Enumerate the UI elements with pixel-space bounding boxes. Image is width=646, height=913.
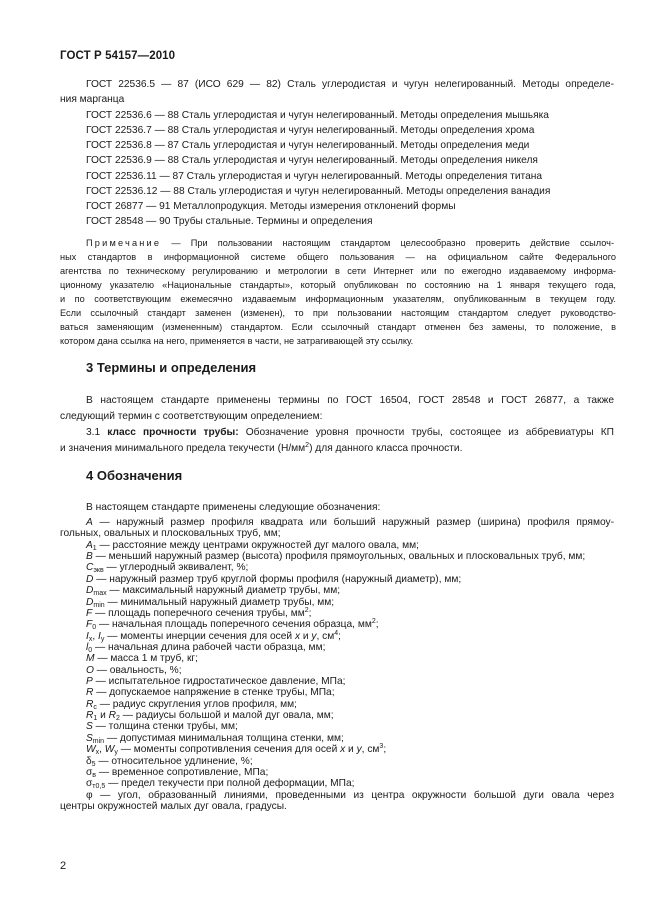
note-label: Примечание xyxy=(86,238,162,248)
paragraph-line: В настоящем стандарте применены следующие обозначения: xyxy=(86,502,381,513)
note-line: Если ссылочный стандарт заменен (изменен), то при пользовании настоящим стандартом следует руководство- xyxy=(60,308,616,318)
symbol-entry: $A_1$ — расстояние между центрами окружностей дуг малого овала, мм; xyxy=(86,540,419,552)
ref-line: ГОСТ 26877 — 91 Металлопродукция. Методы измерения отклонений формы xyxy=(86,201,456,212)
symbol-entry: $D_{max}$ — максимальный наружный диаметр трубы, мм; xyxy=(86,585,341,597)
symbol-entry: гольных, овальных и плосковальных труб, мм; xyxy=(60,528,281,539)
symbol-entry: B — меньший наружный размер (высота) профиля прямоугольных, овальных и плосковальных труб, мм; xyxy=(86,551,586,562)
symbol-entry: φ — угол, образованный линиями, проведенными из центра окружности большой дуги овала через xyxy=(86,790,614,801)
note-line: котором дана ссылка на него, применяется в части, не затрагивающей эту ссылку. xyxy=(60,336,414,346)
ref-line: ГОСТ 28548 — 90 Трубы стальные. Термины и определения xyxy=(86,216,373,227)
ref-line: ГОСТ 22536.6 — 88 Сталь углеродистая и чугун нелегированный. Методы определения мышьяка xyxy=(86,110,549,121)
symbol-entry: $S_{min}$ — допустимая минимальная толщина стенки, мм; xyxy=(86,733,344,745)
term-definition: и значения минимального предела текучести $(Н/мм^2)$ для данного класса прочности. xyxy=(60,442,463,454)
symbol-entry: D — наружный размер труб круглой формы профиля (наружный диаметр), мм; xyxy=(86,574,462,585)
symbol-entry: $F_0$ — начальная площадь поперечного сечения образца, $мм^2$; xyxy=(86,618,379,631)
note-line: ционному указателю «Национальные стандарты», который опубликован по состоянию на 1 января текущего года, xyxy=(60,280,616,290)
term-name: класс прочности трубы: xyxy=(107,427,239,438)
ref-line: ГОСТ 22536.8 — 87 Сталь углеродистая и чугун нелегированный. Методы определения меди xyxy=(86,140,530,151)
symbol-entry: P — испытательное гидростатическое давление, МПа; xyxy=(86,676,346,687)
section-3-title: 3 Термины и определения xyxy=(86,360,257,375)
symbol-entry: F — площадь поперечного сечения трубы, $мм^2$; xyxy=(86,607,312,619)
symbol-entry: $l_0$ — начальная длина рабочей части образца, мм; xyxy=(86,642,326,654)
document-header: ГОСТ Р 54157—2010 xyxy=(60,50,176,62)
symbol-entry: $W_x$, $W_y$ — моменты сопротивления сечения для осей x и y, $см^3$; xyxy=(86,743,387,756)
symbol-entry: $D_{min}$ — минимальный наружный диаметр трубы, мм; xyxy=(86,597,335,609)
symbol-entry: центры окружностей малых дуг овала, градусы. xyxy=(60,801,287,812)
symbol-entry: R — допускаемое напряжение в стенке трубы, МПа; xyxy=(86,687,335,698)
term-definition: 3.1 класс прочности трубы: Обозначение уровня прочности трубы, состоящее из аббревиатуры КП xyxy=(86,427,614,438)
symbol-entry: S — толщина стенки трубы, мм; xyxy=(86,721,238,732)
note-line: Примечание — При пользовании настоящим стандартом целесообразно проверить действие ссылоч- xyxy=(86,238,615,248)
note-line: ваться заменяющим (измененным) стандартом. Если ссылочный стандарт отменен без замены, то положение, в xyxy=(60,322,616,332)
ref-line: ГОСТ 22536.11 — 87 Сталь углеродистая и чугун нелегированный. Методы определения титана xyxy=(86,171,543,182)
note-line: и по соответствующим ежемесячно издаваемым информационным указателям, опубликованным в текущем году. xyxy=(60,294,616,304)
paragraph-line: следующий термин с соответствующим определением: xyxy=(60,411,323,422)
ref-line: ния марганца xyxy=(60,94,125,105)
page-number: 2 xyxy=(60,860,67,872)
paragraph-line: В настоящем стандарте применены термины по ГОСТ 16504, ГОСТ 28548 и ГОСТ 26877, а также xyxy=(86,395,614,406)
note-line: агентства по техническому регулированию и метрологии в сети Интернет или по ежегодно издаваемому информа- xyxy=(60,266,616,276)
symbol-entry: $R_1$ и $R_2$ — радиусы большой и малой дуг овала, мм; xyxy=(86,710,334,722)
note-line: ных стандартов в информационной системе общего пользования — на официальном сайте Федерального xyxy=(60,252,616,262)
ref-line: ГОСТ 22536.9 — 88 Сталь углеродистая и чугун нелегированный. Методы определения никеля xyxy=(86,155,538,166)
symbol-entry: $C_{экв}$ — углеродный эквивалент, %; xyxy=(86,562,249,574)
symbol-entry: $R_c$ — радиус скругления углов профиля, мм; xyxy=(86,699,297,711)
ref-line: ГОСТ 22536.7 — 88 Сталь углеродистая и чугун нелегированный. Методы определения хрома xyxy=(86,125,535,136)
symbol-entry: O — овальность, %; xyxy=(86,665,182,676)
symbol-entry: M — масса 1 м труб, кг; xyxy=(86,653,198,664)
ref-line: ГОСТ 22536.5 — 87 (ИСО 629 — 82) Сталь углеродистая и чугун нелегированный. Методы определе- xyxy=(86,79,614,90)
section-4-title: 4 Обозначения xyxy=(86,468,183,483)
symbol-entry: $I_x$, $I_y$ — моменты инерции сечения для осей x и y, $см^4$; xyxy=(86,630,341,643)
ref-line: ГОСТ 22536.12 — 88 Сталь углеродистая и чугун нелегированный. Методы определения ванадия xyxy=(86,186,551,197)
symbol-entry: $\delta_5$ — относительное удлинение, %; xyxy=(86,756,253,768)
symbol-entry: $\sigma_в$ — временное сопротивление, МПа; xyxy=(86,767,269,779)
symbol-entry: $\sigma_{т0,5}$ — предел текучести при полной деформации, МПа; xyxy=(86,778,355,790)
symbol-entry: A — наружный размер профиля квадрата или больший наружный размер (ширина) профиля прямоу- xyxy=(86,517,614,528)
